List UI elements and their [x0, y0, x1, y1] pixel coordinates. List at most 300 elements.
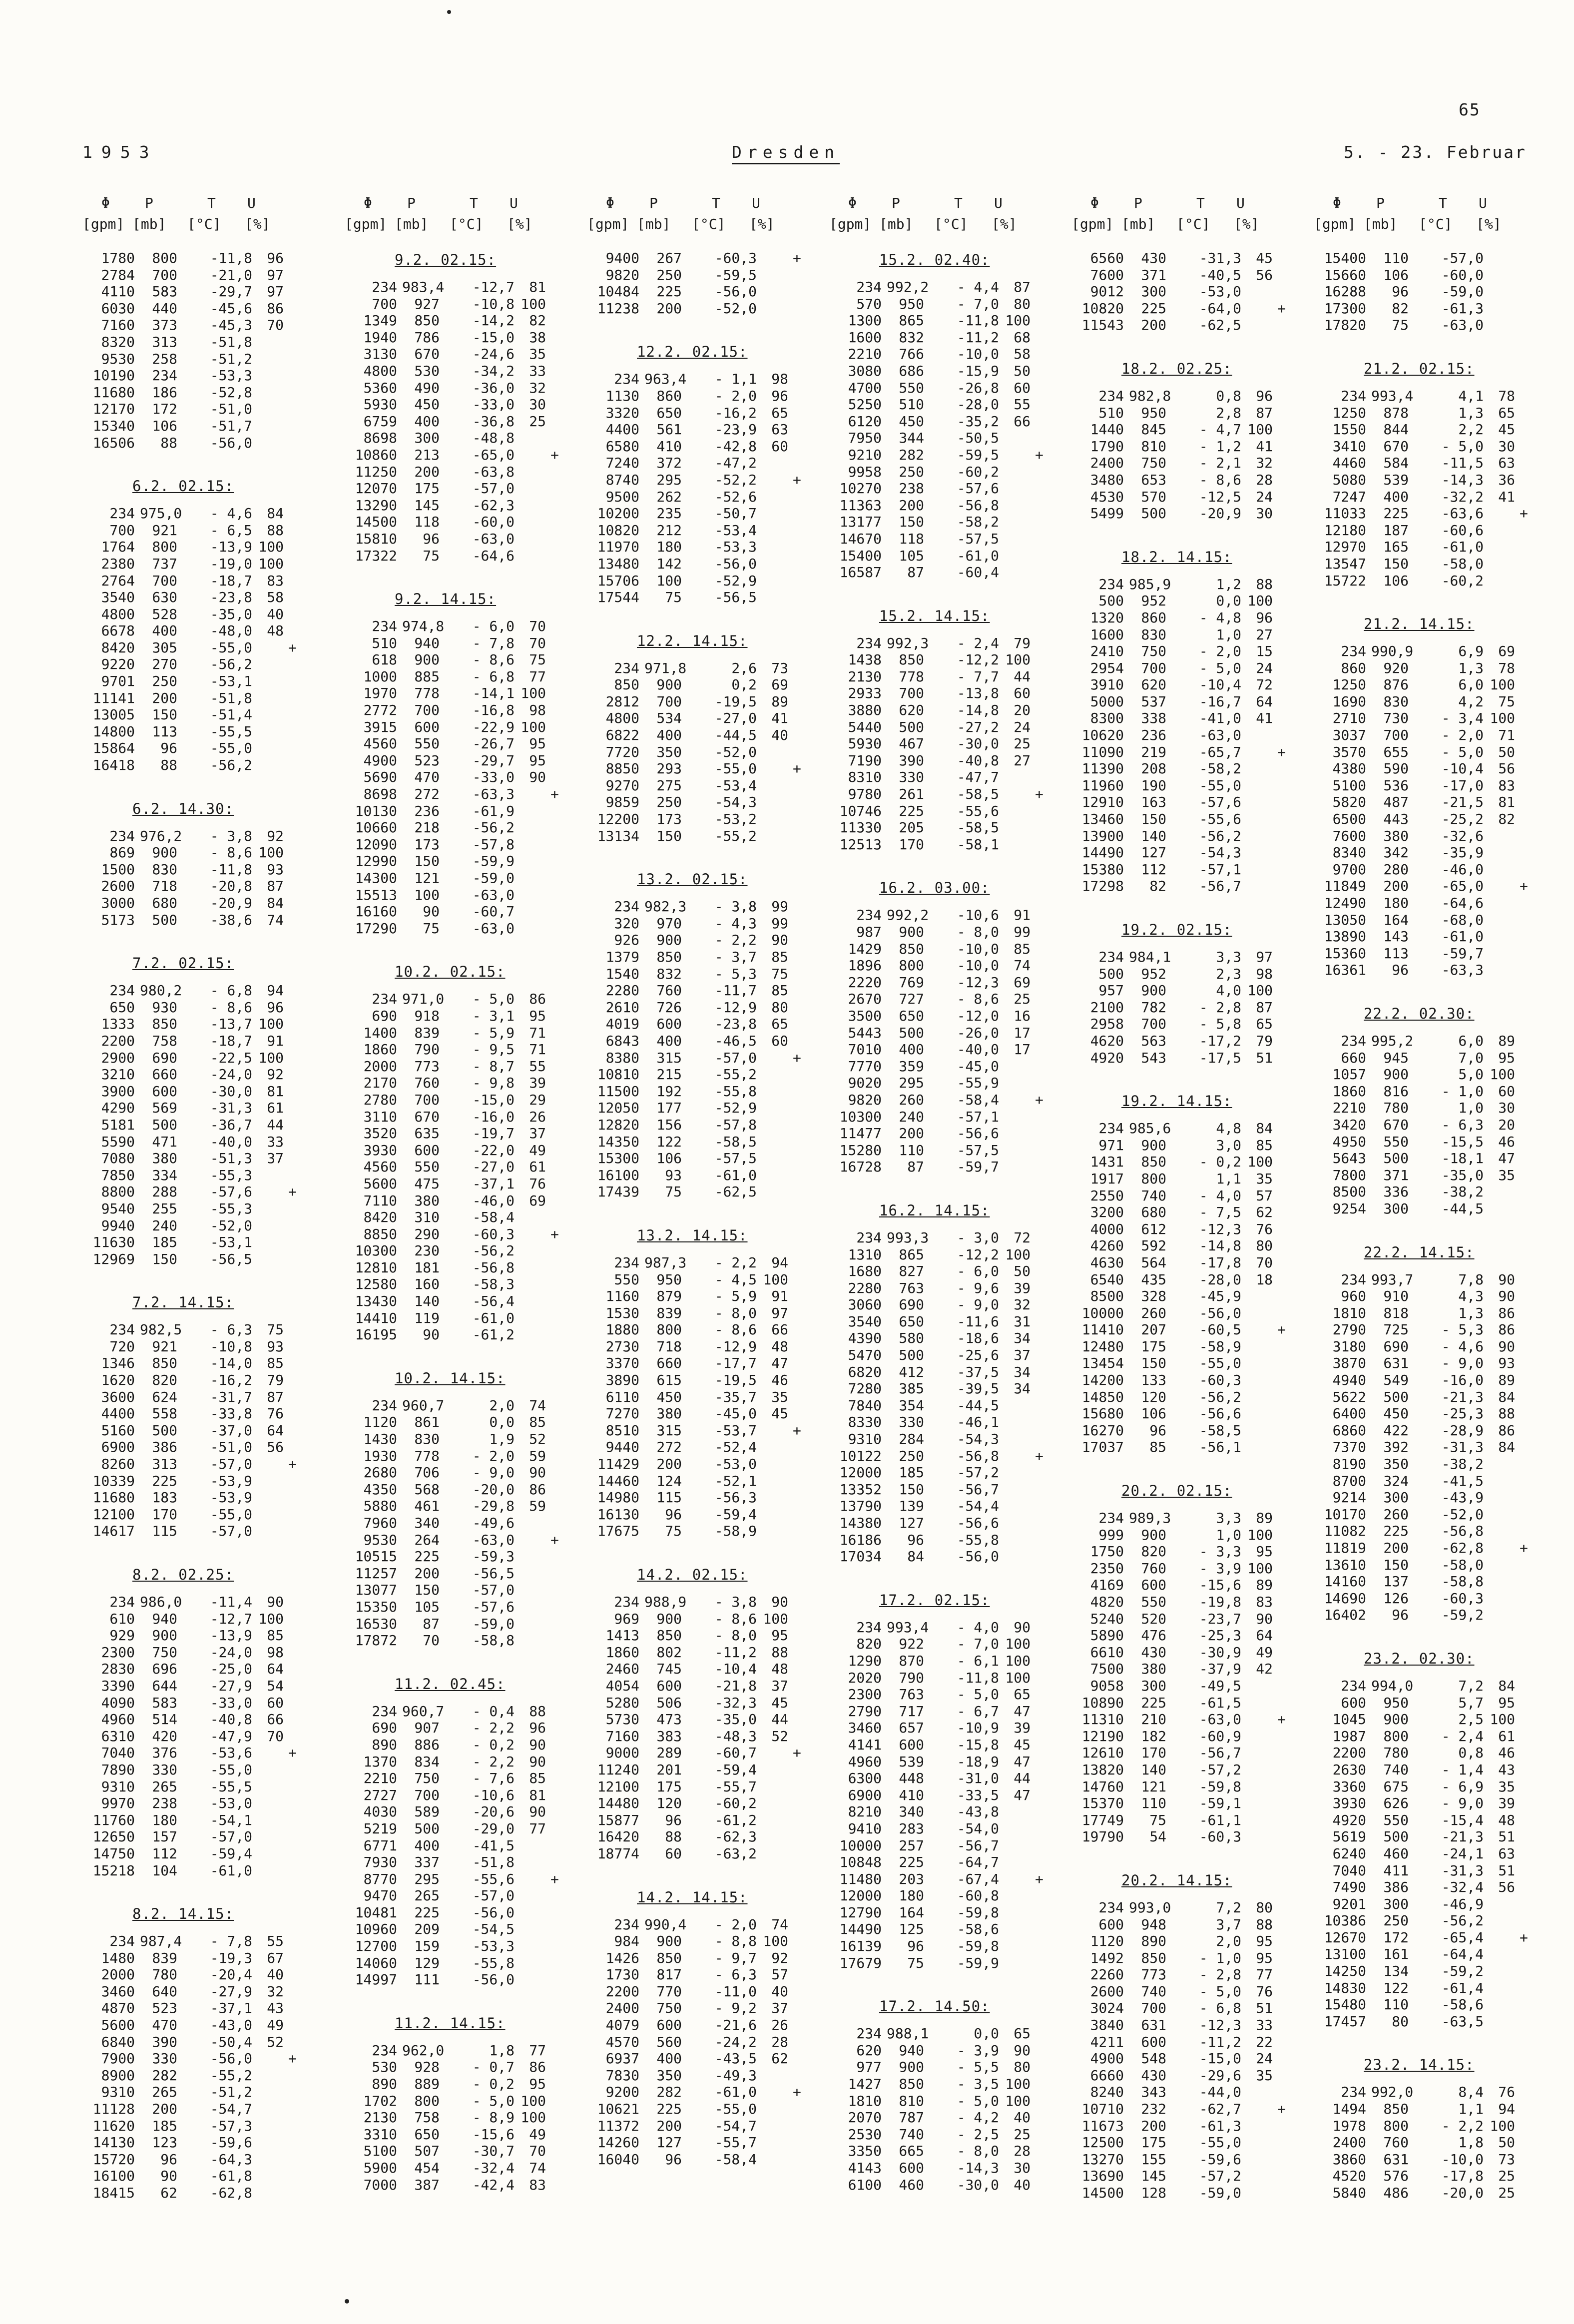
- temperature-cell: -59,8: [1199, 1778, 1241, 1795]
- table-row: [587, 522, 822, 539]
- geopotential-cell: 5643: [1332, 1150, 1366, 1167]
- table-row: [587, 1678, 822, 1695]
- pressure-cell: 879: [656, 1288, 682, 1305]
- temperature-cell: -60,5: [1199, 1321, 1241, 1338]
- pressure-cell: 850: [899, 2076, 924, 2093]
- header-symbol: P: [649, 195, 658, 211]
- temperature-cell: -46,9: [1441, 1895, 1484, 1912]
- sounding-block: [1071, 547, 1306, 895]
- table-row: [82, 1321, 317, 1338]
- table-row: [587, 1661, 822, 1678]
- header-unit: [%]: [1234, 216, 1259, 232]
- humidity-cell: 95: [529, 735, 546, 752]
- table-row: [1071, 744, 1306, 761]
- geopotential-cell: 15218: [92, 1862, 135, 1879]
- header-unit: [%]: [749, 216, 775, 232]
- table-row: [1071, 966, 1306, 983]
- humidity-cell: 89: [771, 693, 788, 710]
- geopotential-cell: 3390: [101, 1677, 135, 1694]
- temperature-cell: -57,0: [1441, 250, 1484, 266]
- geopotential-cell: 6840: [101, 2033, 135, 2050]
- temperature-cell: -38,6: [210, 911, 252, 928]
- humidity-cell: 83: [529, 2176, 546, 2193]
- table-row: [82, 1033, 317, 1050]
- geopotential-cell: 2790: [848, 1703, 882, 1720]
- humidity-cell: 61: [529, 1159, 546, 1175]
- geopotential-cell: 11680: [92, 384, 135, 401]
- table-row: [82, 1611, 317, 1628]
- geopotential-cell: 12070: [355, 480, 397, 497]
- table-row: [82, 740, 317, 757]
- temperature-cell: - 4,5: [714, 1271, 757, 1288]
- temperature-cell: - 4,0: [1199, 1187, 1241, 1204]
- geopotential-cell: 234: [856, 279, 882, 295]
- temperature-cell: -61,8: [210, 2168, 252, 2185]
- pressure-cell: 550: [1383, 1133, 1409, 1150]
- geopotential-cell: 4900: [363, 752, 397, 769]
- pressure-cell: 760: [1383, 2134, 1409, 2151]
- table-row: [829, 1636, 1064, 1653]
- table-row: [345, 514, 579, 531]
- geopotential-cell: 8510: [605, 1422, 639, 1439]
- pressure-cell: 454: [414, 2160, 440, 2176]
- temperature-cell: -13,7: [210, 1016, 252, 1033]
- temperature-cell: -56,7: [957, 1481, 999, 1498]
- table-row: [587, 1150, 822, 1167]
- geopotential-cell: 4820: [1090, 1594, 1124, 1610]
- humidity-cell: 100: [1490, 1066, 1515, 1083]
- humidity-cell: 48: [771, 1661, 788, 1678]
- geopotential-cell: 1600: [1090, 626, 1124, 643]
- date-range: 5. - 23. Februar: [1344, 142, 1527, 162]
- temperature-cell: -55,0: [210, 740, 252, 757]
- temperature-cell: -55,2: [210, 2067, 252, 2084]
- header-unit: [°C]: [934, 216, 968, 232]
- geopotential-cell: 4920: [1332, 1811, 1366, 1828]
- table-row: [82, 522, 317, 539]
- temperature-cell: - 5,0: [1199, 1983, 1241, 2000]
- temperature-cell: -57,5: [714, 1150, 757, 1167]
- geopotential-cell: 7280: [848, 1380, 882, 1397]
- temperature-cell: -62,8: [210, 2185, 252, 2201]
- table-row: [829, 1653, 1064, 1670]
- table-row: [587, 1338, 822, 1355]
- geopotential-cell: 4090: [101, 1694, 135, 1711]
- pressure-cell: 150: [152, 1250, 177, 1267]
- temperature-cell: -38,2: [1441, 1456, 1484, 1473]
- table-row: [587, 1355, 822, 1372]
- table-row: [345, 1938, 579, 1955]
- temperature-cell: - 6,7: [957, 1703, 999, 1720]
- temperature-cell: -59,5: [957, 446, 999, 463]
- temperature-cell: -27,0: [714, 710, 757, 727]
- table-row: [1314, 2134, 1549, 2151]
- geopotential-cell: 12650: [92, 1828, 135, 1845]
- temperature-cell: -35,0: [1441, 1166, 1484, 1183]
- pressure-cell: 740: [1141, 1187, 1166, 1204]
- humidity-cell: 100: [763, 1933, 788, 1950]
- humidity-cell: 65: [1014, 2025, 1031, 2042]
- sounding-title: 20.2. 02.15:: [1121, 1482, 1232, 1500]
- temperature-cell: -11,2: [714, 1644, 757, 1661]
- pressure-cell: 615: [656, 1372, 682, 1389]
- humidity-cell: 89: [1498, 1372, 1515, 1389]
- pressure-cell: 430: [1141, 2067, 1166, 2084]
- humidity-cell: 50: [1498, 743, 1515, 760]
- table-row: [829, 2093, 1064, 2110]
- humidity-cell: 70: [529, 618, 546, 635]
- pressure-cell: 383: [656, 1728, 682, 1744]
- temperature-cell: - 8,6: [714, 1321, 757, 1338]
- temperature-cell: -20,6: [472, 1803, 515, 1820]
- table-row: [829, 803, 1064, 820]
- geopotential-cell: 12500: [1081, 2134, 1124, 2151]
- table-row: [1314, 777, 1549, 794]
- pressure-cell: 790: [414, 1041, 440, 1058]
- geopotential-cell: 16506: [92, 434, 135, 451]
- geopotential-cell: 5590: [101, 1133, 135, 1150]
- table-row: [345, 1955, 579, 1972]
- geopotential-cell: 9200: [605, 2084, 639, 2101]
- table-row: [345, 1720, 579, 1737]
- pressure-cell: 987,4: [140, 1933, 182, 1950]
- geopotential-cell: 11429: [597, 1456, 639, 1473]
- table-row: [1071, 2134, 1306, 2151]
- table-row: [587, 1627, 822, 1644]
- geopotential-cell: 17290: [355, 920, 397, 937]
- pressure-cell: 282: [152, 2067, 177, 2084]
- table-row: [587, 1016, 822, 1033]
- humidity-cell: 79: [1256, 1032, 1273, 1049]
- pressure-cell: 200: [1141, 2117, 1166, 2134]
- temperature-cell: -54,3: [714, 794, 757, 811]
- table-row: [829, 363, 1064, 380]
- humidity-cell: 70: [267, 317, 284, 334]
- pressure-cell: 696: [152, 1661, 177, 1678]
- pressure-cell: 655: [1383, 743, 1409, 760]
- humidity-cell: 26: [771, 2017, 788, 2034]
- geopotential-cell: 690: [372, 1007, 397, 1024]
- pressure-cell: 261: [899, 786, 924, 803]
- temperature-cell: -53,3: [210, 367, 252, 384]
- humidity-cell: 82: [1498, 811, 1515, 828]
- humidity-cell: 100: [1247, 592, 1273, 609]
- temperature-cell: -11,6: [957, 1313, 999, 1330]
- humidity-cell: 94: [1498, 2101, 1515, 2118]
- humidity-cell: 56: [1498, 1879, 1515, 1896]
- pressure-cell: 700: [414, 702, 440, 719]
- geopotential-cell: 2070: [848, 2109, 882, 2126]
- humidity-cell: 94: [267, 982, 284, 999]
- geopotential-cell: 2710: [1332, 710, 1366, 727]
- humidity-cell: 61: [267, 1100, 284, 1117]
- pressure-cell: 380: [1141, 1661, 1166, 1678]
- humidity-cell: 95: [771, 1627, 788, 1644]
- pressure-cell: 900: [899, 924, 924, 940]
- geopotential-cell: 9440: [605, 1439, 639, 1456]
- table-row: [82, 435, 317, 452]
- table-row: [345, 1770, 579, 1787]
- table-row: [1071, 844, 1306, 861]
- table-row: [1314, 895, 1549, 912]
- temperature-cell: -27,2: [957, 718, 999, 735]
- temperature-cell: -56,2: [210, 757, 252, 774]
- temperature-cell: - 2,0: [714, 1916, 757, 1933]
- temperature-cell: -52,9: [714, 1100, 757, 1117]
- geopotential-cell: 234: [109, 1594, 135, 1610]
- geopotential-cell: 1600: [848, 329, 882, 346]
- geopotential-cell: 3930: [1332, 1795, 1366, 1812]
- geopotential-cell: 16160: [355, 903, 397, 920]
- temperature-cell: -24,6: [472, 346, 515, 363]
- pressure-cell: 850: [899, 940, 924, 957]
- table-row: [587, 710, 822, 727]
- geopotential-cell: 3420: [1332, 1116, 1366, 1133]
- pressure-cell: 125: [899, 1921, 924, 1938]
- table-row: [345, 413, 579, 430]
- pressure-cell: 100: [656, 572, 682, 589]
- table-row: [587, 932, 822, 949]
- temperature-cell: 1,0: [1458, 1100, 1484, 1117]
- humidity-cell: 87: [1256, 404, 1273, 421]
- geopotential-cell: 14200: [1081, 1372, 1124, 1389]
- humidity-cell: 76: [1256, 1220, 1273, 1237]
- temperature-cell: -59,4: [714, 1761, 757, 1778]
- temperature-cell: -53,0: [210, 1795, 252, 1812]
- pressure-cell: 830: [1383, 693, 1409, 710]
- temperature-cell: -35,0: [714, 1711, 757, 1728]
- humidity-cell: 75: [1498, 693, 1515, 710]
- geopotential-cell: 1880: [605, 1321, 639, 1338]
- humidity-cell: 51: [1256, 1049, 1273, 1066]
- humidity-cell: 94: [771, 1254, 788, 1271]
- temperature-cell: -55,8: [472, 1954, 515, 1971]
- temperature-cell: -55,0: [714, 2101, 757, 2118]
- pressure-cell: 90: [423, 903, 440, 920]
- geopotential-cell: 3320: [605, 404, 639, 421]
- geopotential-cell: 8310: [848, 769, 882, 786]
- pressure-cell: 62: [160, 2185, 177, 2201]
- geopotential-cell: 6240: [1332, 1845, 1366, 1862]
- temperature-cell: -42,4: [472, 2176, 515, 2193]
- table-row: [1314, 727, 1549, 744]
- table-row: [345, 1326, 579, 1343]
- geopotential-cell: 7370: [1332, 1439, 1366, 1456]
- temperature-cell: -56,7: [957, 1837, 999, 1854]
- table-row: [1071, 2067, 1306, 2084]
- geopotential-cell: 10960: [355, 1921, 397, 1938]
- pressure-cell: 96: [665, 1811, 682, 1828]
- table-row: [345, 2109, 579, 2126]
- table-row: [587, 744, 822, 761]
- geopotential-cell: 14850: [1081, 1388, 1124, 1405]
- temperature-cell: -51,7: [210, 417, 252, 434]
- pressure-cell: 962,0: [402, 2042, 445, 2059]
- pressure-cell: 528: [152, 605, 177, 622]
- table-row: [82, 1117, 317, 1134]
- humidity-cell: 70: [529, 2143, 546, 2160]
- table-row: [1071, 811, 1306, 828]
- geopotential-cell: 8740: [605, 471, 639, 488]
- pressure-cell: 850: [414, 312, 440, 329]
- table-row: [1071, 2185, 1306, 2202]
- geopotential-cell: 6843: [605, 1032, 639, 1049]
- temperature-cell: -64,0: [1199, 300, 1241, 317]
- pressure-cell: 750: [414, 1770, 440, 1787]
- geopotential-cell: 7770: [848, 1058, 882, 1075]
- pressure-cell: 315: [656, 1049, 682, 1066]
- sounding-title: 8.2. 14.15:: [132, 1905, 234, 1923]
- pressure-cell: 386: [152, 1439, 177, 1456]
- table-row: [82, 1983, 317, 2000]
- column-1: [82, 195, 317, 2202]
- geopotential-cell: 5930: [363, 396, 397, 413]
- pressure-cell: 180: [656, 539, 682, 556]
- pressure-cell: 111: [414, 1971, 440, 1988]
- geopotential-cell: 1431: [1090, 1154, 1124, 1170]
- geopotential-cell: 6771: [363, 1837, 397, 1854]
- pressure-cell: 140: [1141, 1761, 1166, 1778]
- pressure-cell: 763: [899, 1279, 924, 1296]
- humidity-cell: 100: [521, 685, 546, 702]
- temperature-cell: -42,8: [714, 438, 757, 455]
- temperature-cell: -59,7: [1441, 945, 1484, 962]
- table-row: [587, 556, 822, 573]
- geopotential-cell: 11238: [597, 300, 639, 317]
- temperature-cell: - 3,8: [210, 827, 252, 844]
- geopotential-cell: 6100: [848, 2176, 882, 2193]
- temperature-cell: -12,3: [1199, 2017, 1241, 2034]
- pressure-cell: 106: [1141, 1405, 1166, 1422]
- temperature-cell: -12,2: [957, 651, 999, 668]
- geopotential-cell: 1764: [101, 539, 135, 556]
- temperature-cell: - 9,0: [472, 1464, 515, 1481]
- geopotential-cell: 4019: [605, 1016, 639, 1033]
- pressure-cell: 475: [414, 1175, 440, 1192]
- temperature-cell: -30,7: [472, 2143, 515, 2160]
- tropopause-mark: +: [1277, 2101, 1286, 2118]
- humidity-cell: 60: [771, 438, 788, 455]
- temperature-cell: - 3,5: [957, 2076, 999, 2093]
- pressure-cell: 984,1: [1129, 949, 1171, 965]
- table-row: [1071, 489, 1306, 506]
- pressure-cell: 928: [414, 2059, 440, 2076]
- table-row: [1314, 1389, 1549, 1406]
- pressure-cell: 850: [656, 1627, 682, 1644]
- geopotential-cell: 13454: [1081, 1355, 1124, 1372]
- geopotential-cell: 11250: [355, 463, 397, 480]
- geopotential-cell: 234: [1098, 1899, 1124, 1916]
- humidity-cell: 69: [771, 676, 788, 693]
- temperature-cell: -45,0: [714, 1405, 757, 1422]
- pressure-cell: 769: [899, 974, 924, 991]
- table-row: [829, 1938, 1064, 1955]
- table-row: [345, 380, 579, 397]
- temperature-cell: -63,0: [472, 886, 515, 903]
- table-row: [1314, 1896, 1549, 1913]
- geopotential-cell: 12670: [1324, 1929, 1366, 1946]
- geopotential-cell: 3060: [848, 1296, 882, 1313]
- table-row: [1071, 2118, 1306, 2135]
- temperature-cell: -30,0: [957, 735, 999, 752]
- geopotential-cell: 11630: [92, 1234, 135, 1251]
- pressure-cell: 225: [1141, 300, 1166, 317]
- table-row: [82, 418, 317, 435]
- pressure-cell: 172: [1383, 1929, 1409, 1946]
- pressure-cell: 900: [1141, 1137, 1166, 1154]
- sounding-title: 14.2. 02.15:: [637, 1566, 748, 1583]
- table-row: [82, 1016, 317, 1033]
- temperature-cell: - 1,0: [1441, 1083, 1484, 1100]
- pressure-cell: 183: [152, 1489, 177, 1506]
- pressure-cell: 626: [1383, 1795, 1409, 1812]
- pressure-cell: 187: [1383, 522, 1409, 539]
- column-header: [1314, 195, 1549, 245]
- table-row: [345, 920, 579, 937]
- table-row: [1314, 1996, 1549, 2013]
- pressure-cell: 548: [1141, 2050, 1166, 2067]
- table-row: [345, 1904, 579, 1921]
- geopotential-cell: 17298: [1081, 878, 1124, 895]
- pressure-cell: 200: [1383, 878, 1409, 895]
- geopotential-cell: 4079: [605, 2017, 639, 2034]
- temperature-cell: -21,3: [1441, 1388, 1484, 1405]
- geopotential-cell: 8900: [101, 2067, 135, 2084]
- geopotential-cell: 5880: [363, 1498, 397, 1515]
- table-row: [82, 2134, 317, 2151]
- temperature-cell: - 8,0: [714, 1304, 757, 1321]
- table-row: [345, 618, 579, 635]
- temperature-cell: -65,0: [472, 446, 515, 463]
- temperature-cell: -44,0: [1199, 2084, 1241, 2101]
- geopotential-cell: 10300: [355, 1242, 397, 1259]
- temperature-cell: - 6,8: [210, 982, 252, 999]
- table-row: [829, 719, 1064, 736]
- table-row: [345, 1565, 579, 1582]
- geopotential-cell: 13290: [355, 497, 397, 514]
- table-row: [829, 941, 1064, 958]
- table-row: [82, 1183, 317, 1200]
- pressure-cell: 865: [899, 1246, 924, 1263]
- table-row: [1071, 283, 1306, 300]
- temperature-cell: -56,7: [1199, 878, 1241, 895]
- table-row: [1314, 1678, 1549, 1695]
- temperature-cell: - 8,6: [210, 999, 252, 1016]
- humidity-cell: 28: [1014, 2143, 1031, 2160]
- pressure-cell: 960,7: [402, 1703, 445, 1720]
- geopotential-cell: 4960: [101, 1711, 135, 1728]
- humidity-cell: 100: [763, 1271, 788, 1288]
- humidity-cell: 35: [529, 346, 546, 363]
- pressure-cell: 295: [899, 1075, 924, 1092]
- table-row: [829, 2177, 1064, 2194]
- geopotential-cell: 14690: [1324, 1590, 1366, 1607]
- pressure-cell: 435: [1141, 1271, 1166, 1288]
- temperature-cell: -55,8: [957, 1531, 999, 1548]
- pressure-cell: 985,6: [1129, 1120, 1171, 1137]
- table-row: [82, 2084, 317, 2101]
- table-row: [345, 312, 579, 329]
- temperature-cell: -16,8: [472, 702, 515, 719]
- geopotential-cell: 869: [109, 844, 135, 861]
- table-row: [82, 283, 317, 300]
- pressure-cell: 550: [414, 1159, 440, 1175]
- table-row: [1071, 1950, 1306, 1967]
- temperature-cell: -60,8: [957, 1887, 999, 1904]
- humidity-cell: 100: [1005, 2092, 1031, 2109]
- geopotential-cell: 9859: [605, 794, 639, 811]
- pressure-cell: 232: [1141, 2101, 1166, 2118]
